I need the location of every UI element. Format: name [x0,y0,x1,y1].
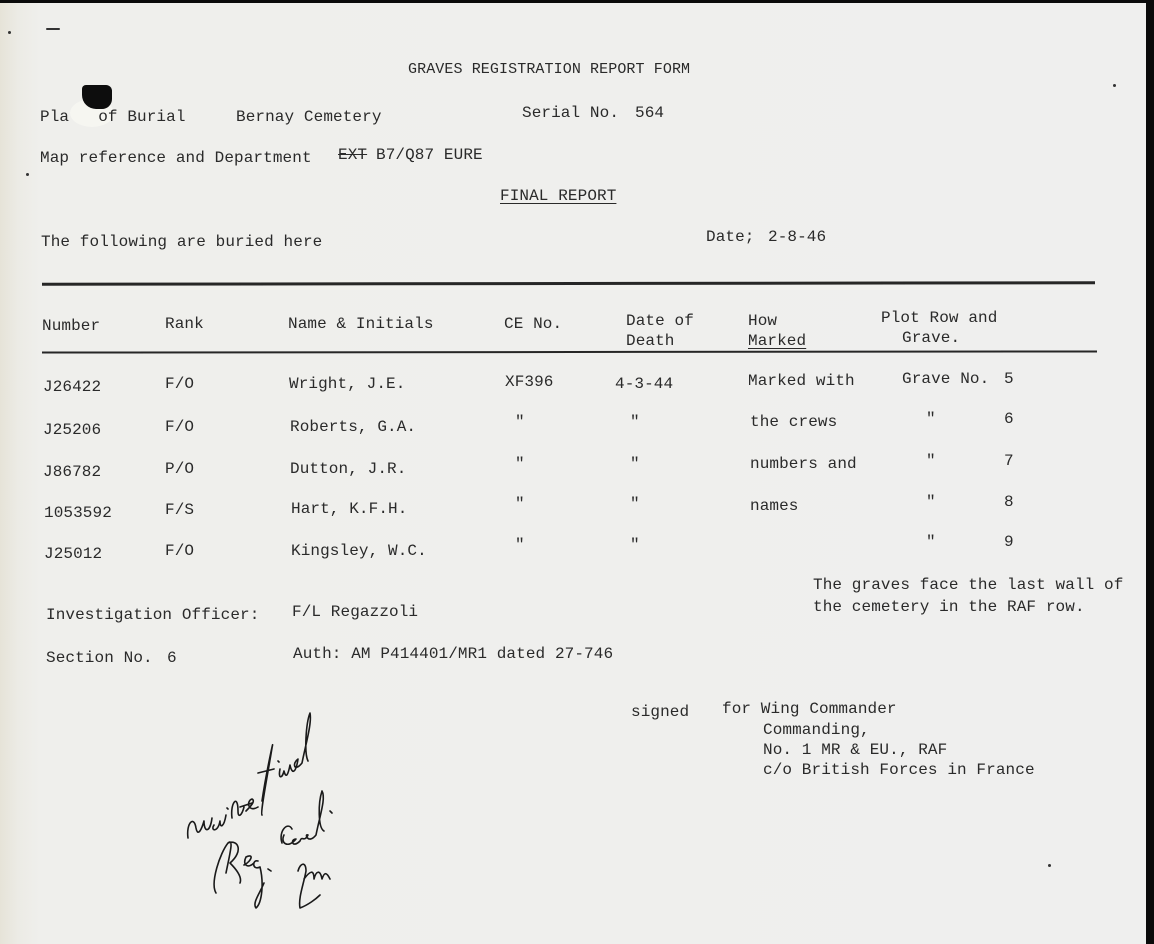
cell-how-marked: numbers and [750,455,857,473]
section-number-value: 6 [167,649,177,667]
cell-name: Kingsley, W.C. [291,542,427,560]
place-of-burial-label: Pla of Burial [40,108,186,126]
cell-number: J86782 [43,463,102,481]
column-header-name: Name & Initials [288,315,434,333]
serial-number-label: Serial No. [522,104,620,122]
authorization-text: Auth: AM P414401/MR1 dated 27-746 [293,645,614,663]
cell-rank: F/S [165,501,195,519]
cell-how-marked: Marked with [748,372,855,390]
cell-grave: 6 [1004,410,1014,428]
date-label: Date; [706,228,755,246]
section-number-label: Section No. [46,649,153,667]
column-header-rank: Rank [165,315,204,333]
cell-rank: F/O [165,542,195,560]
speck [46,28,60,30]
investigation-officer-label: Investigation Officer: [46,606,260,624]
map-reference-value: B7/Q87 EURE [376,146,483,164]
cell-date-of-death: " [630,495,640,513]
cell-plot-label: " [926,533,936,551]
speck [26,173,29,176]
report-type: FINAL REPORT [500,187,617,205]
column-header-plot-line1: Plot Row and [881,309,998,327]
document-page [0,3,1146,944]
cell-number: J25012 [44,545,103,563]
cell-grave: 9 [1004,533,1014,551]
graves-note-line2: the cemetery in the RAF row. [813,598,1085,616]
place-of-burial-value: Bernay Cemetery [236,108,382,126]
cell-date-of-death: " [630,413,640,431]
table-top-rule [42,281,1095,285]
cell-ce-no: " [515,495,525,513]
column-header-how-marked-line1: How [748,312,778,330]
investigation-officer-value: F/L Regazzoli [292,603,419,621]
cell-grave: 7 [1004,452,1014,470]
cell-ce-no: XF396 [505,373,554,391]
cell-plot-label: " [926,493,936,511]
column-header-how-marked-line2: Marked [748,332,807,350]
cell-rank: F/O [165,375,195,393]
cell-ce-no: " [515,455,525,473]
cell-how-marked: the crews [750,413,838,431]
serial-number-value: 564 [635,104,665,122]
cell-ce-no: " [515,413,525,431]
column-header-ce-no: CE No. [504,315,563,333]
date-value: 2-8-46 [768,228,827,246]
signature-line-4: c/o British Forces in France [763,761,1035,779]
column-header-plot-line2: Grave. [902,329,961,347]
cell-grave: 5 [1004,370,1014,388]
column-header-date-of-death-line1: Date of [626,312,694,330]
form-title: GRAVES REGISTRATION REPORT FORM [408,61,691,78]
cell-number: J26422 [43,378,102,396]
cell-name: Wright, J.E. [289,375,406,393]
column-header-number: Number [42,317,101,335]
cell-plot-label: " [926,410,936,428]
cell-date-of-death: " [630,455,640,473]
speck [1113,84,1116,87]
cell-plot-label: Grave No. [902,370,990,388]
cell-name: Roberts, G.A. [290,418,417,436]
table-header-rule [42,350,1097,353]
cell-date-of-death: 4-3-44 [615,375,674,393]
cell-number: J25206 [43,421,102,439]
signature-line-3: No. 1 MR & EU., RAF [763,741,948,759]
map-reference-label: Map reference and Department [40,149,312,167]
signature-line-2: Commanding, [763,721,870,739]
cell-number: 1053592 [44,504,112,522]
handwritten-note [180,703,400,913]
cell-rank: P/O [165,460,195,478]
cell-rank: F/O [165,418,195,436]
cell-plot-label: " [926,452,936,470]
cell-name: Hart, K.F.H. [291,500,408,518]
signed-label: signed [631,703,690,721]
cell-name: Dutton, J.R. [290,460,407,478]
signature-line-1: for Wing Commander [722,700,897,718]
column-header-date-of-death-line2: Death [626,332,675,350]
speck [1048,864,1051,867]
graves-note-line1: The graves face the last wall of [813,576,1124,594]
cell-how-marked: names [750,497,799,515]
speck [8,31,11,34]
cell-grave: 8 [1004,493,1014,511]
cell-date-of-death: " [630,536,640,554]
cell-ce-no: " [515,536,525,554]
map-reference-struck: EXT [338,146,368,164]
ink-blot [82,85,112,109]
intro-text: The following are buried here [41,233,323,251]
